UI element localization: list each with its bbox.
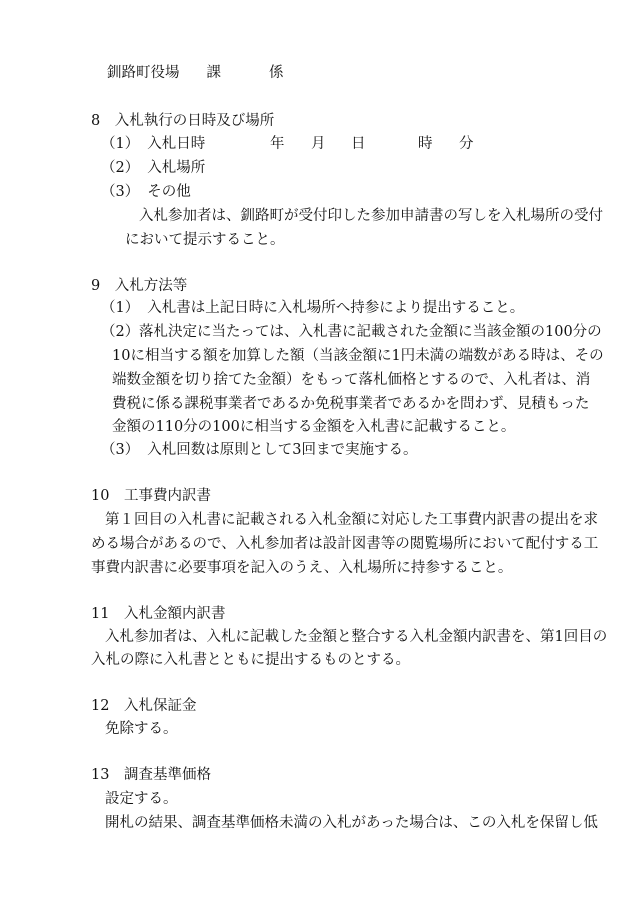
- s9-item-2-line: 10に相当する額を加算した額（当該金額に1円未満の端数がある時は、その: [112, 348, 604, 364]
- s12-text: 免除する。: [105, 721, 178, 737]
- office-town: 釧路町役場: [107, 65, 180, 81]
- s8-item-1-label: （1）: [101, 136, 140, 152]
- s8-item-3-label: （3）: [101, 184, 140, 200]
- s8-item-2-label: （2）: [101, 160, 140, 176]
- s9-item-2-line: 金額の110分の100に相当する金額を入札書に記載すること。: [112, 419, 516, 435]
- s13-text2: 開札の結果、調査基準価格未満の入札があった場合は、この入札を保留し低: [105, 815, 598, 831]
- s9-item-3-text: 入札回数は原則として3回まで実施する。: [147, 442, 418, 458]
- s9-item-2-line: 落札決定に当たっては、入札書に記載された金額に当該金額の100分の: [139, 324, 602, 340]
- s9-item-3: [101, 440, 417, 460]
- office-ka: 課: [206, 65, 221, 81]
- s8-item-2: [101, 158, 205, 178]
- s8-date-hi: 日: [351, 136, 366, 152]
- s8-item-3: [101, 182, 191, 202]
- s11-line: 入札の際に入札書とともに提出するものとする。: [91, 652, 410, 668]
- s8-date-fun: 分: [459, 136, 474, 152]
- s13-heading: 13 調査基準価格: [91, 767, 211, 783]
- s8-item-1-text: 入札日時: [147, 136, 206, 152]
- s12-heading: 12 入札保証金: [91, 698, 197, 714]
- s9-heading: 9 入札方法等: [91, 278, 188, 294]
- s9-item-1-text: 入札書は上記日時に入札場所へ持参により提出すること。: [147, 300, 525, 316]
- office-line: [107, 63, 284, 83]
- s10-line: 第１回目の入札書に記載される入札金額に対応した工事費内訳書の提出を求: [105, 512, 598, 528]
- s10-line: 事費内訳書に必要事項を記入のうえ、入札場所に持参すること。: [91, 560, 513, 576]
- s9-item-3-label: （3）: [101, 442, 140, 458]
- s8-item-1: [101, 134, 205, 154]
- s9-item-2-line: 端数金額を切り捨てた金額）をもって落札価格とするので、入札者は、消: [112, 372, 591, 388]
- s8-item-3-text: その他: [147, 184, 191, 200]
- s8-body-line: 入札参加者は、釧路町が受付印した参加申請書の写しを入札場所の受付: [139, 208, 603, 224]
- s9-item-1: [101, 298, 524, 318]
- s8-heading: 8 入札執行の日時及び場所: [91, 113, 275, 129]
- s10-heading: 10 工事費内訳書: [91, 488, 211, 504]
- office-kakari: 係: [269, 65, 284, 81]
- s9-item-2-line: 費税に係る課税事業者であるか免税事業者であるかを問わず、見積もった: [112, 396, 590, 412]
- s8-date-ji: 時: [418, 136, 433, 152]
- s9-item-1-label: （1）: [101, 300, 140, 316]
- s8-date-nen: 年: [270, 136, 285, 152]
- s10-line: める場合があるので、入札参加者は設計図書等の閲覧場所において配付する工: [91, 536, 599, 552]
- s9-item-2-label: （2）: [101, 324, 140, 340]
- s13-text: 設定する。: [105, 791, 178, 807]
- s8-body-line: において提示すること。: [125, 232, 285, 248]
- s11-heading: 11 入札金額内訳書: [91, 606, 226, 622]
- s11-line: 入札参加者は、入札に記載した金額と整合する入札金額内訳書を、第1回目の: [105, 629, 608, 645]
- s8-date-tsuki: 月: [311, 136, 326, 152]
- s8-item-2-text: 入札場所: [147, 160, 206, 176]
